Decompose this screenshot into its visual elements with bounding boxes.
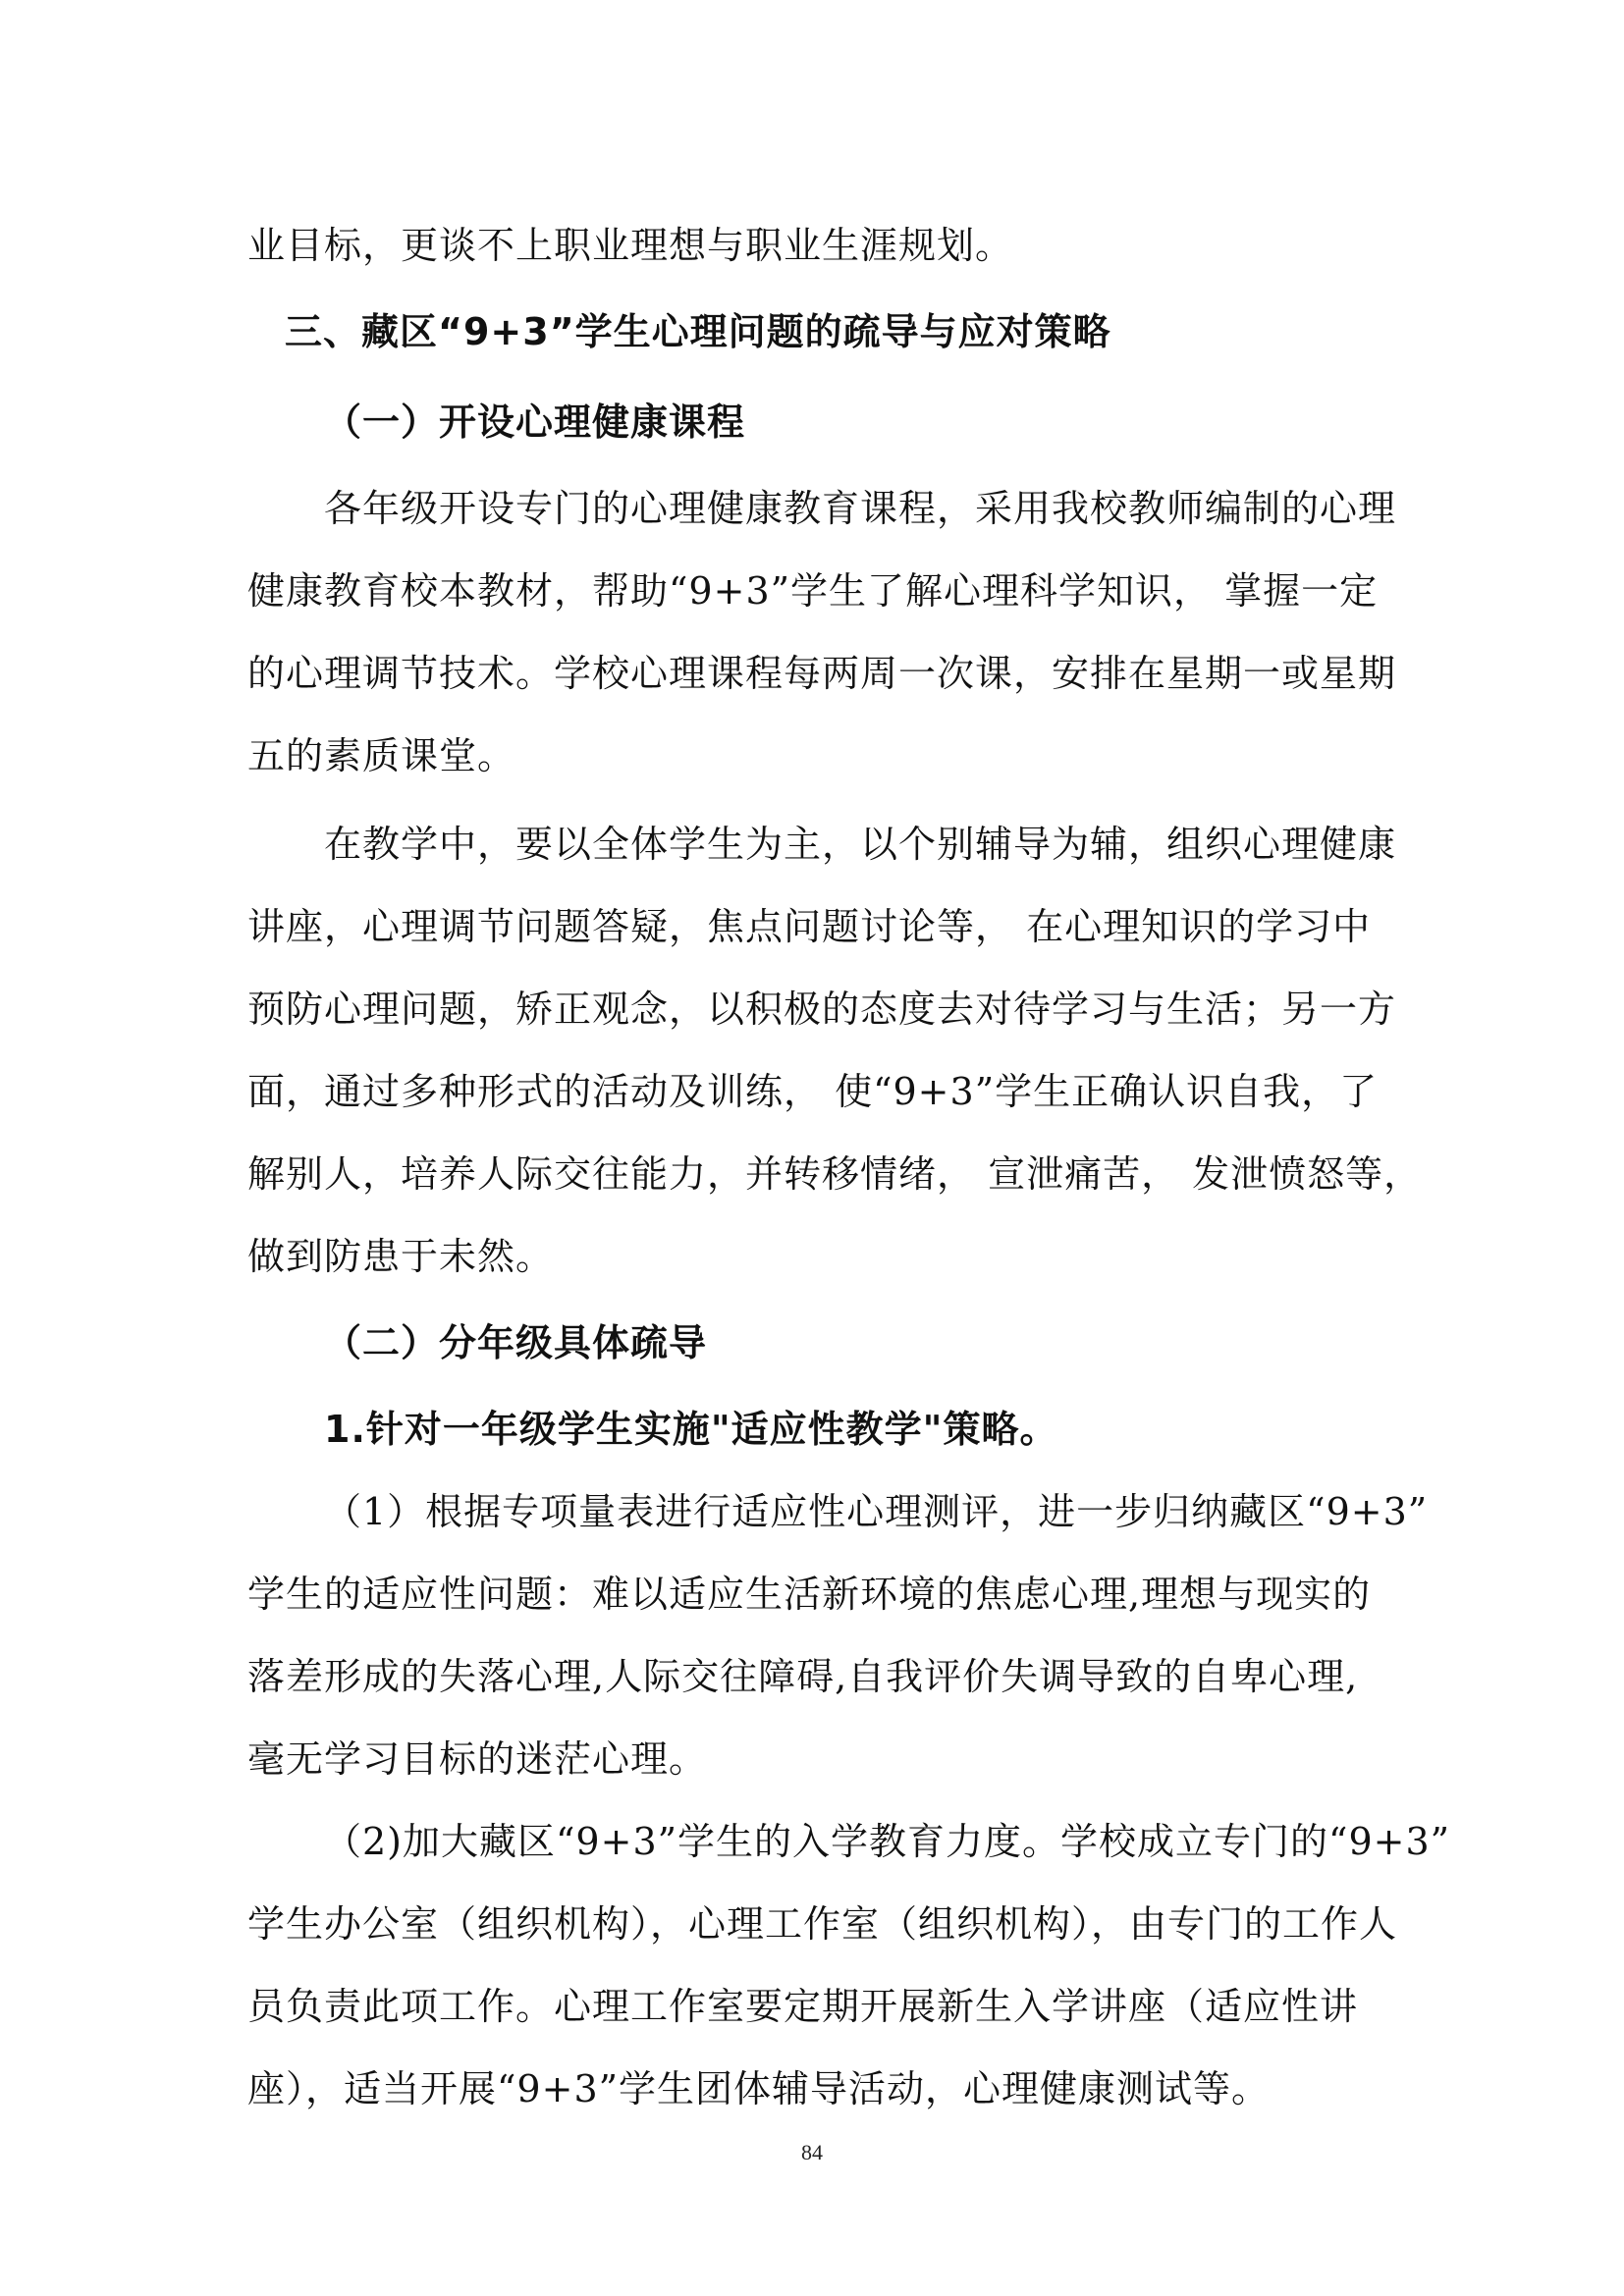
- paragraph-line: 毫无学习目标的迷茫心理。: [247, 1737, 708, 1781]
- paragraph-line: 做到防患于未然。: [247, 1235, 555, 1278]
- paragraph-line: 解别人，培养人际交往能力，并转移情绪， 宣泄痛苦， 发泄愤怒等，: [247, 1152, 1423, 1196]
- paragraph-line: 学生办公室（组织机构），心理工作室（组织机构），由专门的工作人: [247, 1902, 1398, 1946]
- paragraph: [247, 803, 1423, 1298]
- subsection-heading: （二）分年级具体疏导: [324, 1321, 708, 1364]
- section-heading: 三、藏区“9+3”学生心理问题的疏导与应对策略: [285, 310, 1111, 353]
- paragraph-line: 学生的适应性问题：难以适应生活新环境的焦虑心理,理想与现实的: [247, 1573, 1372, 1616]
- paragraph-line: 员负责此项工作。心理工作室要定期开展新生入学讲座（适应性讲: [247, 1985, 1359, 2028]
- paragraph-line: 面，通过多种形式的活动及训练， 使“9+3”学生正确认识自我，了: [247, 1070, 1379, 1113]
- paragraph: [247, 1470, 1429, 1800]
- item-heading: 1.针对一年级学生实施"适应性教学"策略。: [324, 1408, 1058, 1451]
- paragraph-line: 健康教育校本教材，帮助“9+3”学生了解心理科学知识， 掌握一定: [247, 569, 1379, 613]
- paragraph-line: 在教学中，要以全体学生为主，以个别辅导为辅，组织心理健康: [324, 823, 1397, 866]
- paragraph-line: 业目标，更谈不上职业理想与职业生涯规划。: [247, 224, 1014, 267]
- paragraph: [247, 1800, 1451, 2130]
- subsection-heading: （一）开设心理健康课程: [324, 400, 746, 444]
- paragraph-line: 预防心理问题，矫正观念，以积极的态度去对待学习与生活；另一方: [247, 988, 1397, 1031]
- paragraph-line: 座），适当开展“9+3”学生团体辅导活动，心理健康测试等。: [247, 2067, 1271, 2110]
- paragraph-line: （2)加大藏区“9+3”学生的入学教育力度。学校成立专门的“9+3”: [324, 1820, 1451, 1863]
- page-number: 84: [801, 2140, 823, 2164]
- paragraph-line: 五的素质课堂。: [247, 734, 516, 777]
- paragraph-line: （1）根据专项量表进行适应性心理测评，进一步归纳藏区“9+3”: [324, 1490, 1429, 1533]
- page-body: [247, 204, 1451, 2130]
- paragraph-line: 讲座，心理调节问题答疑，焦点问题讨论等， 在心理知识的学习中: [247, 905, 1372, 948]
- paragraph-line: 落差形成的失落心理,人际交往障碍,自我评价失调导致的自卑心理,: [247, 1655, 1359, 1698]
- paragraph: [247, 467, 1397, 797]
- paragraph-line: 各年级开设专门的心理健康教育课程，采用我校教师编制的心理: [324, 487, 1397, 530]
- paragraph-line: 的心理调节技术。学校心理课程每两周一次课，安排在星期一或星期: [247, 652, 1397, 695]
